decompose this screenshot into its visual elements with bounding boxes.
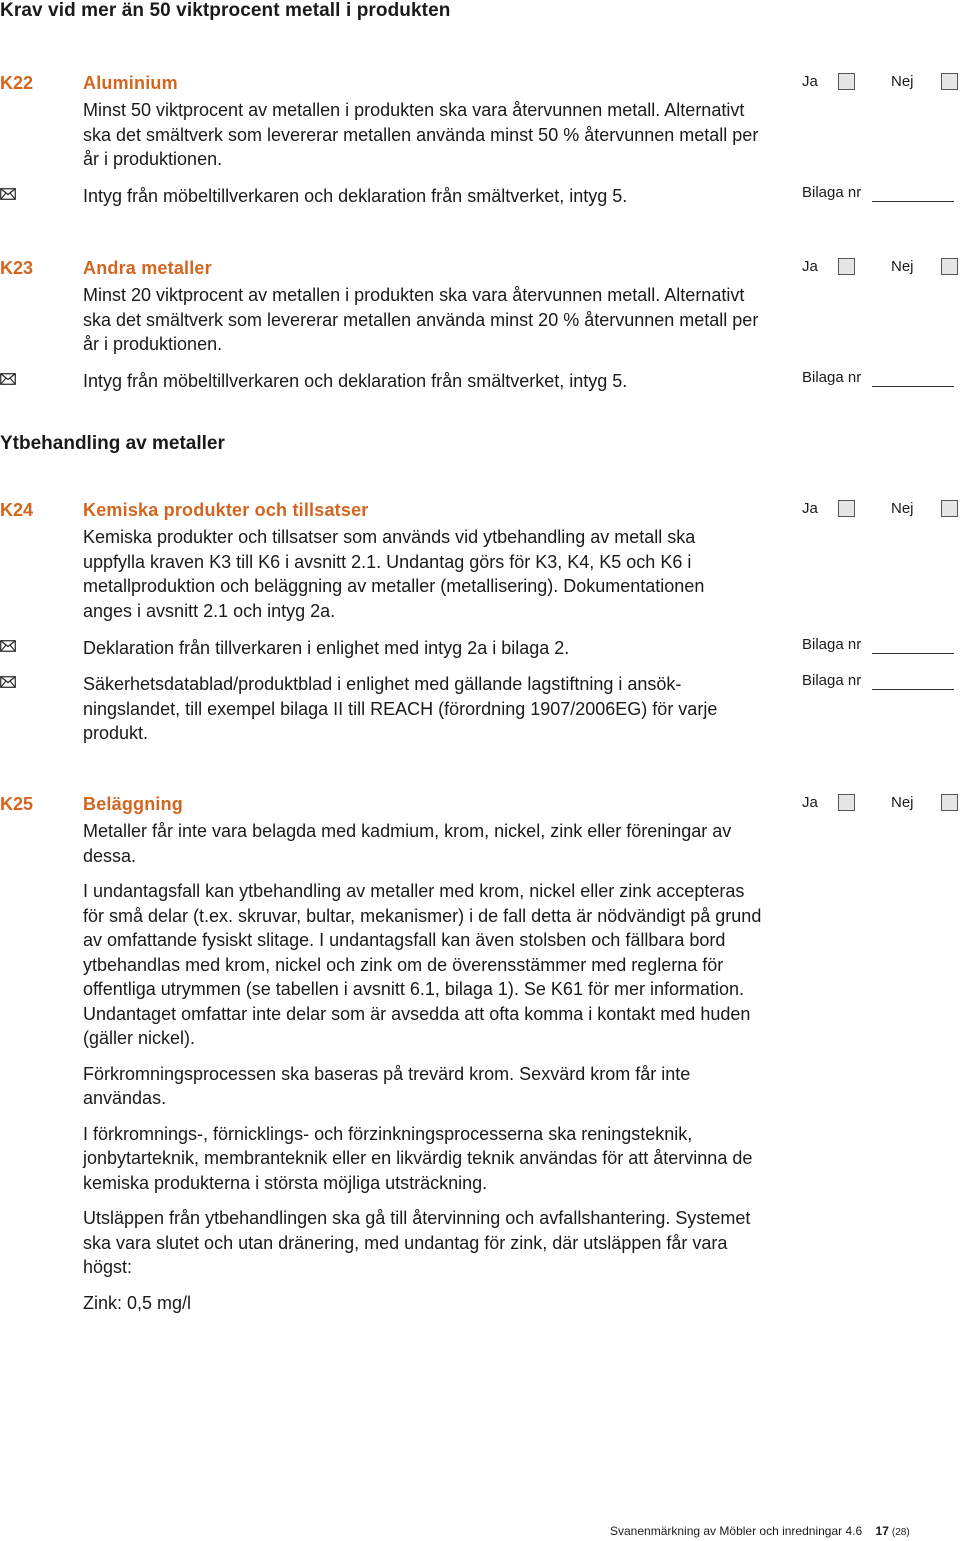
body-paragraph: Minst 20 viktprocent av metallen i produkten ska vara återvunnen metall. Alternativt ska det smältverk som levererar metallen använda minst 20 % återvunnen metall per år i produktionen. — [83, 285, 759, 354]
body-paragraph: I undantagsfall kan ytbehandling av metaller med krom, nickel eller zink accepteras för små delar (t.ex. skruvar, bultar, mekanismer) i de fall detta är nödvändigt på grund av omfattande fysiskt slitage. I undantagsfall kan även stolsben och fällbara bord ytbehandlas med krom, nickel och zink om de överensstämmer med reglerna för offentliga utrymmen (se tabellen i avsnitt 6.1, bilaga 1). Se K61 för mer information. Undantaget omfattar inte delar som är avsedda att ofta komma i kontakt med huden (gäller nickel). — [83, 881, 762, 1048]
requirement-k24 — [0, 500, 960, 630]
page-heading: Krav vid mer än 50 viktprocent metall i produkten — [0, 0, 451, 21]
no-label: Nej — [891, 258, 914, 275]
footer-version: 4.6 — [845, 1524, 863, 1538]
no-checkbox[interactable] — [941, 73, 958, 90]
envelope-icon — [0, 640, 16, 652]
requirement-title: Kemiska produkter och tillsatser — [83, 500, 369, 520]
yes-checkbox[interactable] — [838, 258, 855, 275]
requirement-title: Aluminium — [83, 73, 178, 93]
attachment-field — [802, 672, 957, 689]
yes-no-checkboxes — [802, 500, 960, 520]
attachment-input[interactable] — [872, 653, 954, 654]
no-checkbox[interactable] — [941, 500, 958, 517]
yes-label: Ja — [802, 73, 818, 90]
yes-label: Ja — [802, 794, 818, 811]
requirement-body — [83, 283, 763, 368]
yes-checkbox[interactable] — [838, 500, 855, 517]
attachment-field — [802, 636, 957, 653]
documentation-text: Deklaration från tillverkaren i enlighet med intyg 2a i bilaga 2. — [83, 638, 570, 658]
documentation-text: Intyg från möbeltillverkaren och deklaration från smältverket, intyg 5. — [83, 186, 628, 206]
requirement-title: Beläggning — [83, 794, 183, 814]
attachment-label: Bilaga nr — [802, 184, 862, 201]
body-paragraph: Zink: 0,5 mg/l — [83, 1292, 192, 1313]
attachment-label: Bilaga nr — [802, 636, 862, 653]
attachment-field — [802, 184, 957, 201]
requirement-code: K25 — [0, 794, 34, 814]
body-paragraph: Utsläppen från ytbehandlingen ska gå till återvinning och avfallshantering. Systemet ska vara slutet och utan dränering, med undantag för zink, där utsläppen får vara högst: — [83, 1208, 751, 1277]
attachment-input[interactable] — [872, 689, 954, 690]
requirement-k23 — [0, 258, 960, 368]
section-heading: Ytbehandling av metaller — [0, 433, 225, 454]
yes-no-checkboxes — [802, 73, 960, 93]
footer-page-number: 17 — [875, 1524, 889, 1538]
footer-title: Svanenmärkning av Möbler och inredningar — [610, 1524, 843, 1538]
requirement-body — [83, 98, 763, 183]
envelope-icon — [0, 188, 16, 200]
requirement-code: K23 — [0, 258, 34, 278]
no-label: Nej — [891, 794, 914, 811]
yes-label: Ja — [802, 258, 818, 275]
attachment-input[interactable] — [872, 201, 954, 202]
requirement-body — [83, 819, 763, 1326]
body-paragraph: Metaller får inte vara belagda med kadmium, krom, nickel, zink eller föreningar av dessa. — [83, 821, 732, 866]
requirement-code: K24 — [0, 500, 34, 520]
requirement-body — [83, 525, 743, 634]
no-label: Nej — [891, 500, 914, 517]
requirement-code: K22 — [0, 73, 34, 93]
yes-no-checkboxes — [802, 258, 960, 278]
yes-label: Ja — [802, 500, 818, 517]
no-checkbox[interactable] — [941, 258, 958, 275]
attachment-input[interactable] — [872, 386, 954, 387]
attachment-field — [802, 369, 957, 386]
attachment-label: Bilaga nr — [802, 672, 862, 689]
no-label: Nej — [891, 73, 914, 90]
attachment-label: Bilaga nr — [802, 369, 862, 386]
body-paragraph: Kemiska produkter och tillsatser som används vid ytbehandling av metall ska uppfylla kraven K3 till K6 i avsnitt 2.1. Undantag görs för K3, K4, K5 och K6 i metallproduktion och beläggning av metaller (metallisering). Dokumentationen anges i avsnitt 2.1 och intyg 2a. — [83, 527, 705, 621]
body-paragraph: I förkromnings-, förnicklings- och förzinkningsprocesserna ska reningsteknik, jonbytarteknik, membranteknik eller en likvärdig teknik användas för att återvinna de kemiska produkterna i största möjliga utsträckning. — [83, 1123, 753, 1193]
body-paragraph: Minst 50 viktprocent av metallen i produkten ska vara återvunnen metall. Alternativt ska det smältverk som levererar metallen använda minst 50 % återvunnen metall per år i produktionen. — [83, 100, 759, 169]
documentation-text: Intyg från möbeltillverkaren och deklaration från smältverket, intyg 5. — [83, 371, 628, 391]
page-footer — [610, 1524, 910, 1538]
yes-checkbox[interactable] — [838, 73, 855, 90]
envelope-icon — [0, 373, 16, 385]
requirement-k25 — [0, 794, 960, 1334]
envelope-icon — [0, 676, 16, 688]
footer-page-total: (28) — [891, 1527, 910, 1538]
body-paragraph: Förkromningsprocessen ska baseras på trevärd krom. Sexvärd krom får inte användas. — [83, 1063, 691, 1108]
no-checkbox[interactable] — [941, 794, 958, 811]
requirement-title: Andra metaller — [83, 258, 212, 278]
documentation-text: Säkerhetsdatablad/produktblad i enlighet med gällande lagstiftning i ansökningslandet, till exempel bilaga II till REACH (förordning 1907/2006EG) för varje produkt. — [83, 674, 718, 743]
yes-no-checkboxes — [802, 794, 960, 814]
yes-checkbox[interactable] — [838, 794, 855, 811]
